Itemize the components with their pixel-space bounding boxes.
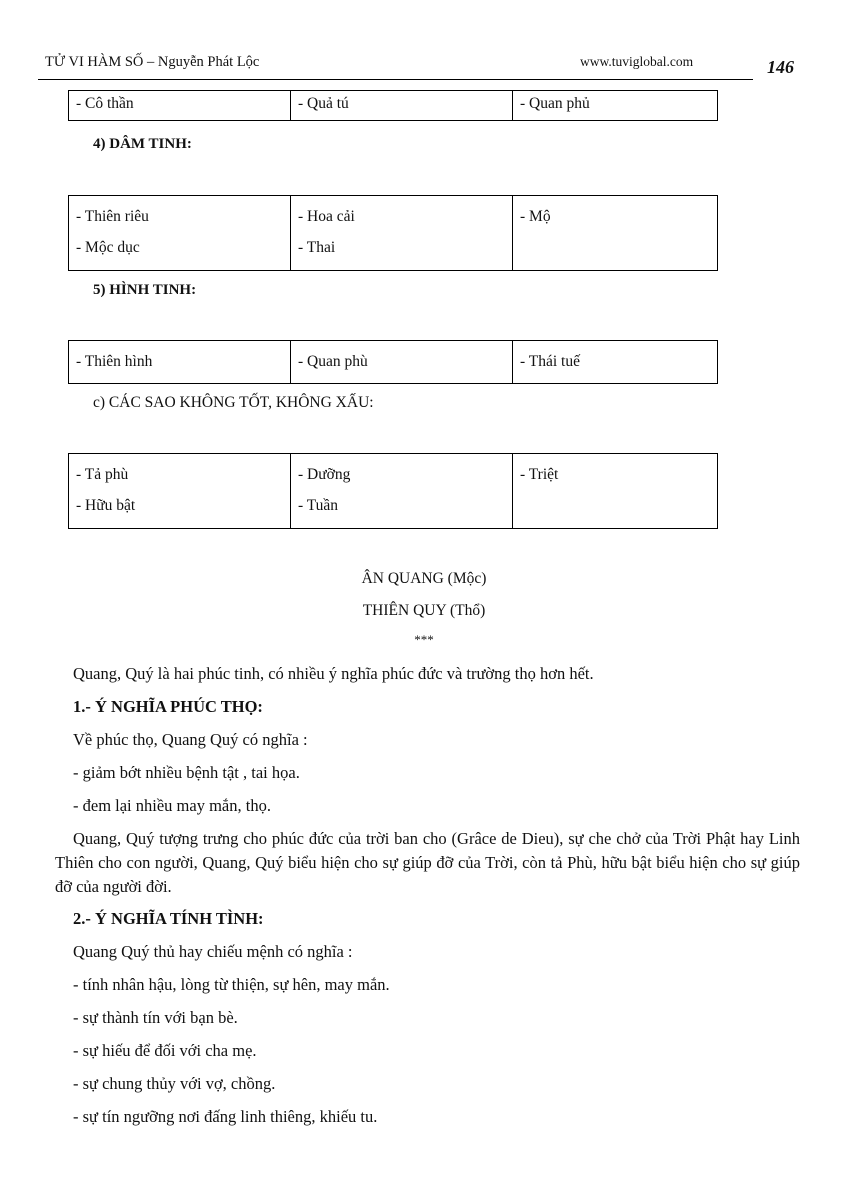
paragraph: Quang, Quý tượng trưng cho phúc đức của trời ban cho (Grâce de Dieu), sự che chở của Trời Phật hay Linh Thiên cho con người, Quang, Quý biểu hiện cho sự giúp đỡ của Trời, còn tả Phù, hữu bật biểu hiện cho sự giúp đỡ của người đời. xyxy=(55,829,800,896)
paragraph: Về phúc thọ, Quang Quý có nghĩa : xyxy=(73,730,308,749)
section-heading-dam-tinh: 4) DÂM TINH: xyxy=(93,136,192,152)
list-item: - tính nhân hậu, lòng từ thiện, sự hên, may mắn. xyxy=(73,975,390,994)
star-name: - Dưỡng xyxy=(298,466,351,483)
list-item: - sự tín ngưỡng nơi đấng linh thiêng, khiếu tu. xyxy=(73,1107,378,1126)
table-row xyxy=(69,454,718,529)
star-table-neutral xyxy=(68,453,718,529)
section-heading-neutral-stars: c) CÁC SAO KHÔNG TỐT, KHÔNG XẤU: xyxy=(93,394,374,411)
heading-tinh-tinh: 2.- Ý NGHĨA TÍNH TÌNH: xyxy=(73,909,264,928)
star-name: - Hữu bật xyxy=(76,497,136,514)
star-name: - Mộ xyxy=(520,208,551,225)
intro-paragraph: Quang, Quý là hai phúc tinh, có nhiều ý nghĩa phúc đức và trường thọ hơn hết. xyxy=(73,664,594,683)
star-name: - Thiên hình xyxy=(76,353,153,370)
table-cell xyxy=(69,91,291,121)
star-name: - Thiên riêu xyxy=(76,208,149,225)
table-cell xyxy=(513,196,718,271)
star-name: - Thái tuế xyxy=(520,353,580,370)
table-cell xyxy=(291,91,513,121)
star-name: - Tả phù xyxy=(76,466,129,483)
list-item: - sự hiếu để đối với cha mẹ. xyxy=(73,1041,257,1060)
body-text xyxy=(55,662,800,1138)
star-name: - Mộc dục xyxy=(76,239,140,256)
table-cell xyxy=(69,454,291,529)
star-name: - Quả tú xyxy=(298,95,349,112)
running-header-title: TỬ VI HÀM SỐ – Nguyễn Phát Lộc xyxy=(45,54,260,70)
website-url: www.tuviglobal.com xyxy=(580,54,694,69)
heading-phuc-tho: 1.- Ý NGHĨA PHÚC THỌ: xyxy=(73,697,263,716)
header-divider xyxy=(38,79,753,80)
section-heading-hinh-tinh: 5) HÌNH TINH: xyxy=(93,282,197,298)
paragraph: Quang Quý thủ hay chiếu mệnh có nghĩa : xyxy=(73,942,353,961)
star-table-dam-tinh xyxy=(68,195,718,271)
list-item: - đem lại nhiều may mắn, thọ. xyxy=(73,796,271,815)
star-name: - Thai xyxy=(298,239,336,256)
star-name: - Hoa cải xyxy=(298,208,355,225)
star-name: - Tuần xyxy=(298,497,339,514)
table-row xyxy=(69,91,718,121)
separator-asterisks: *** xyxy=(414,632,434,647)
title-an-quang: ÂN QUANG (Mộc) xyxy=(361,570,487,587)
page-number: 146 xyxy=(767,57,794,77)
table-cell xyxy=(69,341,291,384)
star-name: - Triệt xyxy=(520,466,559,483)
list-item: - sự chung thủy với vợ, chồng. xyxy=(73,1074,276,1093)
table-cell xyxy=(291,454,513,529)
star-table-continuation xyxy=(68,90,718,121)
star-name: - Quan phủ xyxy=(520,95,590,112)
table-cell xyxy=(291,341,513,384)
table-cell xyxy=(291,196,513,271)
table-cell xyxy=(513,341,718,384)
table-cell xyxy=(513,91,718,121)
table-row xyxy=(69,341,718,384)
table-row xyxy=(69,196,718,271)
list-item: - giảm bớt nhiều bệnh tật , tai họa. xyxy=(73,763,300,782)
star-table-hinh-tinh xyxy=(68,340,718,384)
title-thien-quy: THIÊN QUY (Thổ) xyxy=(362,602,486,619)
table-cell xyxy=(69,196,291,271)
star-name: - Cô thần xyxy=(76,95,134,112)
star-name: - Quan phù xyxy=(298,353,368,370)
list-item: - sự thành tín với bạn bè. xyxy=(73,1008,238,1027)
table-cell xyxy=(513,454,718,529)
